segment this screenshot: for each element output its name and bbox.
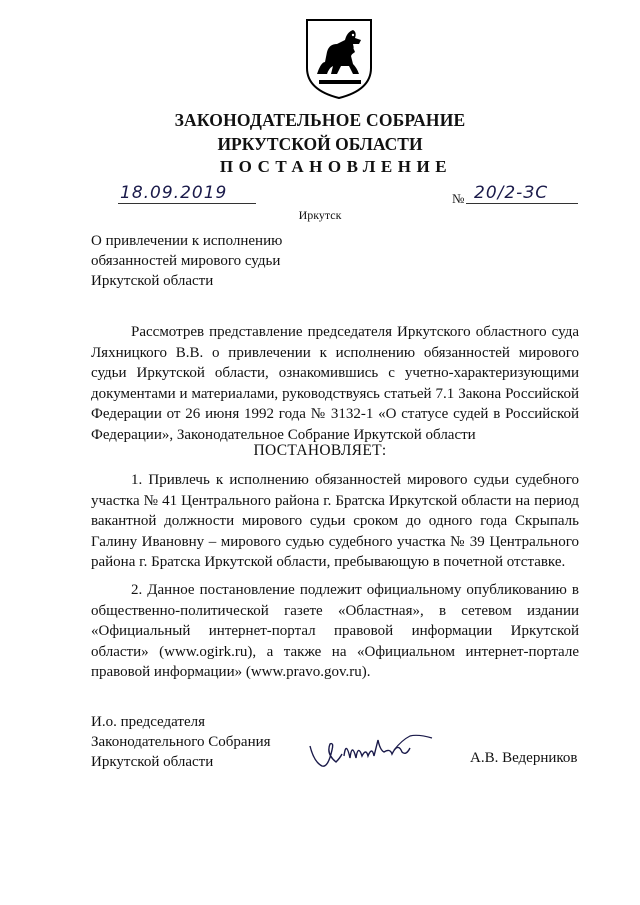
document-city: Иркутск — [298, 208, 342, 222]
resolves-heading: ПОСТАНОВЛЯЕТ: — [253, 442, 387, 459]
document-subject: О привлечении к исполнению обязанностей мирового судьи Иркутской области — [91, 233, 283, 289]
signatory-position-line-3: Иркутской области — [91, 754, 214, 770]
signatory-position-line-1: И.о. председателя — [91, 714, 206, 730]
resolution-item-2: 2. Данное постановление подлежит официальному опубликованию в общественно-политической газете «Областная», в сетевом издании «Официальный интернет-портал правовой информации Иркутской области» (www.ogirk.ru), а также на «Официальном интернет-портале правовой информации» (www.pravo.gov.ru). — [91, 582, 579, 681]
handwritten-signature — [306, 728, 436, 773]
org-name-line-1: ЗАКОНОДАТЕЛЬНОЕ СОБРАНИЕ — [174, 110, 466, 130]
signatory-position-line-2: Законодательного Собрания — [91, 734, 271, 750]
signatory-position — [91, 712, 271, 772]
document-date: 18.09.2019 — [120, 183, 228, 203]
number-underline — [466, 203, 578, 204]
preamble-paragraph: Рассмотрев представление председателя Иркутского областного суда Ляхницкого В.В. о привлечении к исполнению обязанностей мирового судьи Иркутской области, ознакомившись с учетно-характеризующими документами и материалами, руководствуясь статьей 7.1 Закона Российской Федерации от 26 июня 1992 года № 3132-1 «О статусе судей в Российской Федерации», Законодательное Собрание Иркутской области — [91, 324, 579, 443]
signatory-name: А.В. Ведерников — [470, 750, 578, 766]
resolution-item-1: 1. Привлечь к исполнению обязанностей мирового судьи судебного участка № 41 Центрального района г. Братска Иркутской области на период вакантной должности мирового судьи сроком до одного года Скрыпаль Галину Ивановну – мирового судью судебного участка № 39 Центрального района г. Братска Иркутской области, пребывающую в почетной отставке. — [91, 472, 579, 571]
coat-of-arms-icon — [303, 18, 375, 100]
date-underline — [118, 203, 256, 204]
org-name-line-2: ИРКУТСКОЙ ОБЛАСТИ — [217, 134, 423, 154]
document-number: 20/2-ЗС — [474, 183, 549, 203]
number-sign: № — [452, 191, 465, 206]
document-type-title: ПОСТАНОВЛЕНИЕ — [219, 157, 453, 176]
